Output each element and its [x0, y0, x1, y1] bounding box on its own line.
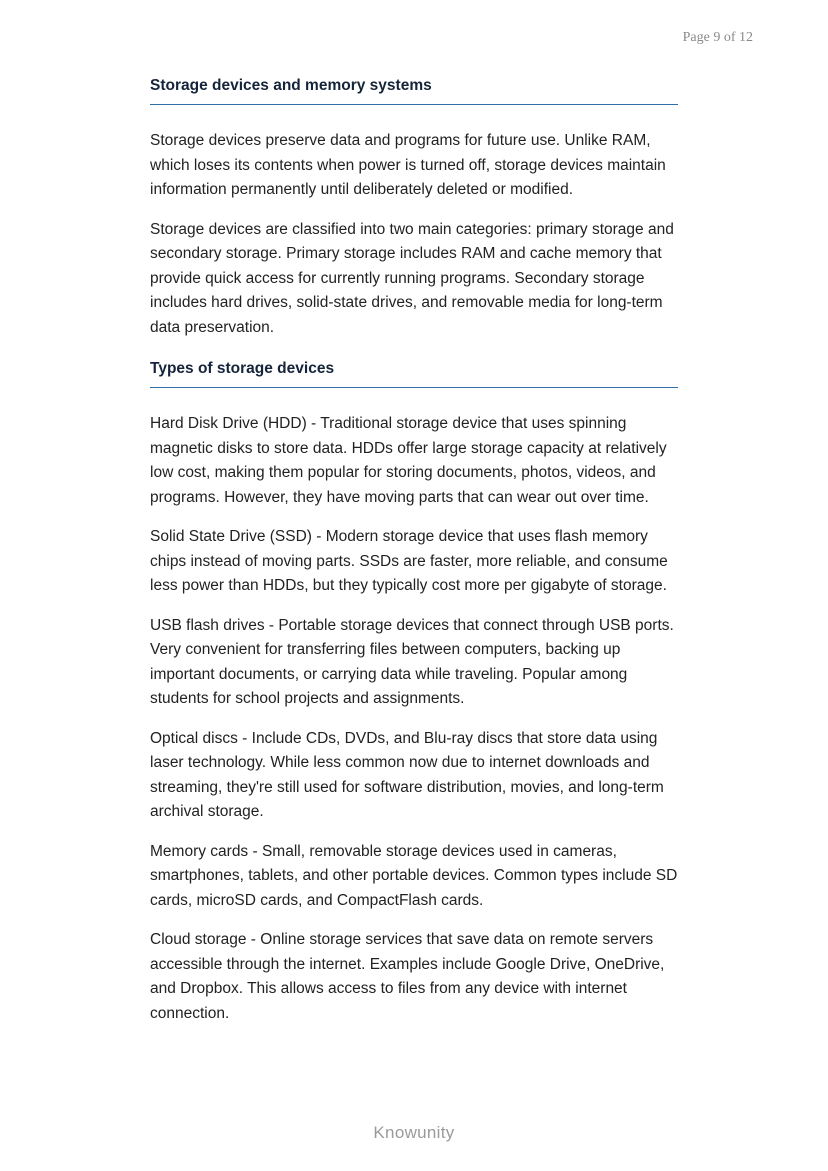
paragraph: Memory cards - Small, removable storage devices used in cameras, smartphones, tablets, and other portable devices. Common types include SD cards, microSD cards, and CompactFlash cards.: [150, 842, 678, 909]
footer-brand: Knowunity: [373, 1123, 455, 1142]
paragraph: USB flash drives - Portable storage devices that connect through USB ports. Very convenient for transferring files between computers, backing up important documents, or carrying data while traveling. Popular among students for school projects and assignments.: [150, 616, 674, 707]
document-content: [150, 76, 678, 1041]
paragraph: Optical discs - Include CDs, DVDs, and Blu-ray discs that store data using laser technology. While less common now due to internet downloads and streaming, they're still used for software distribution, movies, and long-term archival storage.: [150, 729, 664, 820]
paragraph: Solid State Drive (SSD) - Modern storage device that uses flash memory chips instead of moving parts. SSDs are faster, more reliable, and consume less power than HDDs, but they typically cost more per gigabyte of storage.: [150, 528, 668, 594]
paragraph: Storage devices preserve data and programs for future use. Unlike RAM, which loses its contents when power is turned off, storage devices maintain information permanently until deliberately deleted or modified.: [150, 132, 666, 198]
section-storage-devices: [150, 76, 678, 340]
section-heading: Types of storage devices: [150, 359, 678, 388]
page-number: Page 9 of 12: [682, 30, 753, 45]
section-types-of-storage: [150, 359, 678, 1026]
section-heading: Storage devices and memory systems: [150, 76, 678, 105]
paragraph: Hard Disk Drive (HDD) - Traditional storage device that uses spinning magnetic disks to store data. HDDs offer large storage capacity at relatively low cost, making them popular for storing documents, photos, videos, and programs. However, they have moving parts that can wear out over time.: [150, 415, 667, 506]
paragraph: Storage devices are classified into two main categories: primary storage and secondary storage. Primary storage includes RAM and cache memory that provide quick access for currently running programs. Secondary storage includes hard drives, solid-state drives, and removable media for long-term data preservation.: [150, 220, 674, 336]
paragraph: Cloud storage - Online storage services that save data on remote servers accessible through the internet. Examples include Google Drive, OneDrive, and Dropbox. This allows access to files from any device with internet connection.: [150, 931, 665, 1022]
